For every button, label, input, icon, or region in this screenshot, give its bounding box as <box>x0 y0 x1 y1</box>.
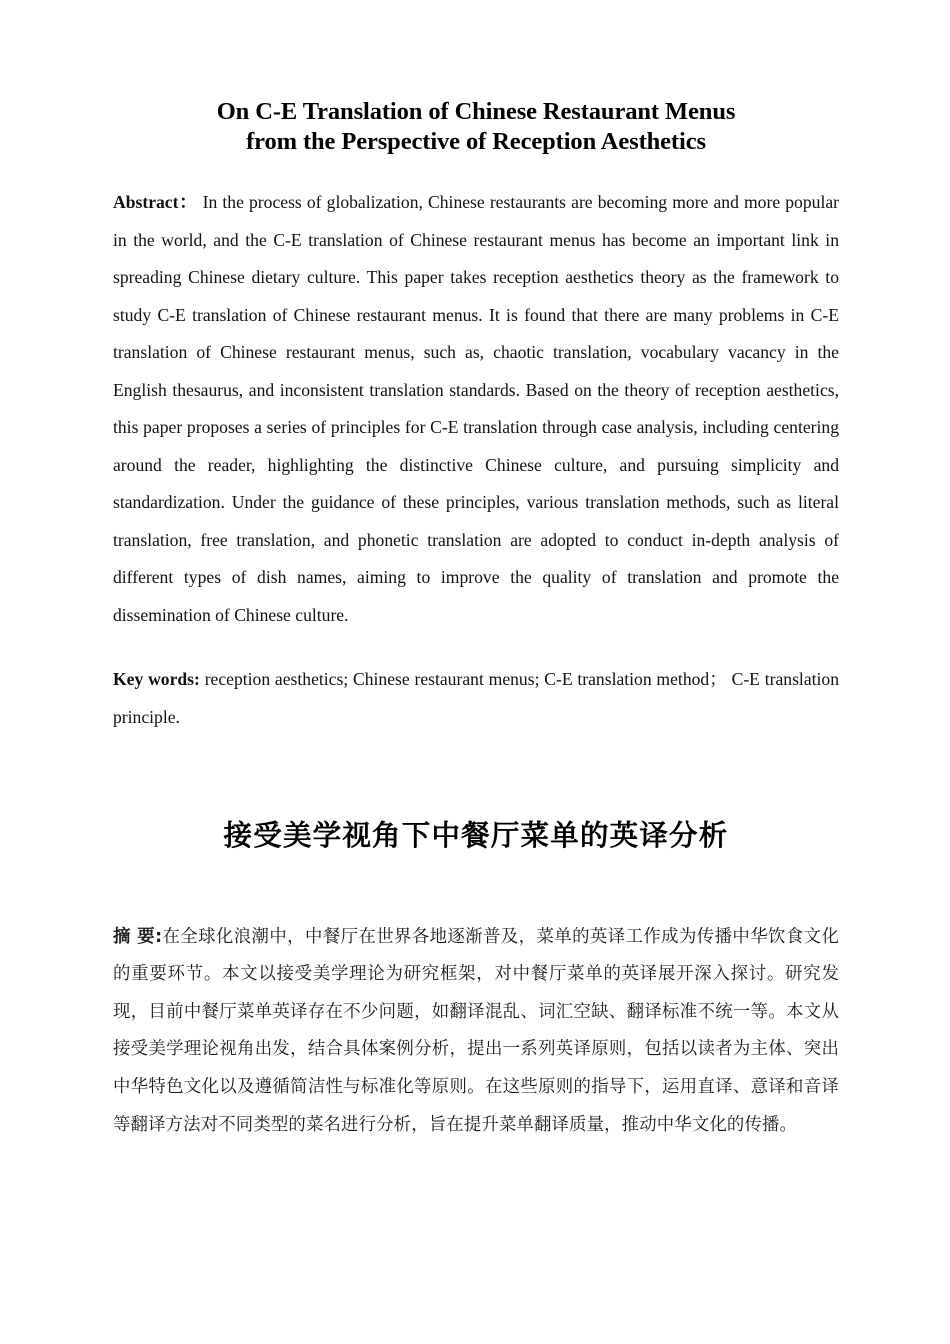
page-content <box>113 0 839 1162</box>
keywords-text: reception aesthetics; Chinese restaurant menus; C-E translation method； C-E translation principle. <box>113 669 839 727</box>
chinese-abstract-paragraph <box>113 919 839 1145</box>
keywords-paragraph <box>113 661 839 736</box>
chinese-abstract-text: 在全球化浪潮中，中餐厅在世界各地逐渐普及，菜单的英译工作成为传播中华饮食文化的重要环节。本文以接受美学理论为研究框架，对中餐厅菜单的英译展开深入探讨。研究发现，目前中餐厅菜单英译存在不少问题，如翻译混乱、词汇空缺、翻译标准不统一等。本文从接受美学理论视角出发，结合具体案例分析，提出一系列英译原则，包括以读者为主体、突出中华特色文化以及遵循简洁性与标准化等原则。在这些原则的指导下，运用直译、意译和音译等翻译方法对不同类型的菜名进行分析，旨在提升菜单翻译质量，推动中华文化的传播。 <box>113 926 839 1135</box>
chinese-title: 接受美学视角下中餐厅菜单的英译分析 <box>223 818 729 852</box>
page-title-line-1: On C-E Translation of Chinese Restaurant Menus <box>216 98 736 125</box>
keywords-label: Key words: <box>113 669 200 689</box>
abstract-label: Abstract <box>113 192 179 212</box>
abstract-separator: ： <box>178 192 198 212</box>
page-title-line-2: from the Perspective of Reception Aesthetics <box>246 127 706 155</box>
page-title <box>113 0 839 156</box>
chinese-abstract-label: 摘 要: <box>113 926 163 947</box>
abstract-text: In the process of globalization, Chinese restaurants are becoming more and more popular in the world, and the C-E translation of Chinese restaurant menus has become an important link in spreading Chinese dietary culture. This paper takes reception aesthetics theory as the framework to study C-E translation of Chinese restaurant menus. It is found that there are many problems in C-E translation of Chinese restaurant menus, such as, chaotic translation, vocabulary vacancy in the English thesaurus, and inconsistent translation standards. Based on the theory of reception aesthetics, this paper proposes a series of principles for C-E translation through case analysis, including centering around the reader, highlighting the distinctive Chinese culture, and pursuing simplicity and standardization. Under the guidance of these principles, various translation methods, such as literal translation, free translation, and phonetic translation are adopted to conduct in-depth analysis of different types of dish names, aiming to improve the quality of translation and promote the dissemination of Chinese culture. <box>113 192 839 625</box>
abstract-paragraph <box>113 184 839 634</box>
